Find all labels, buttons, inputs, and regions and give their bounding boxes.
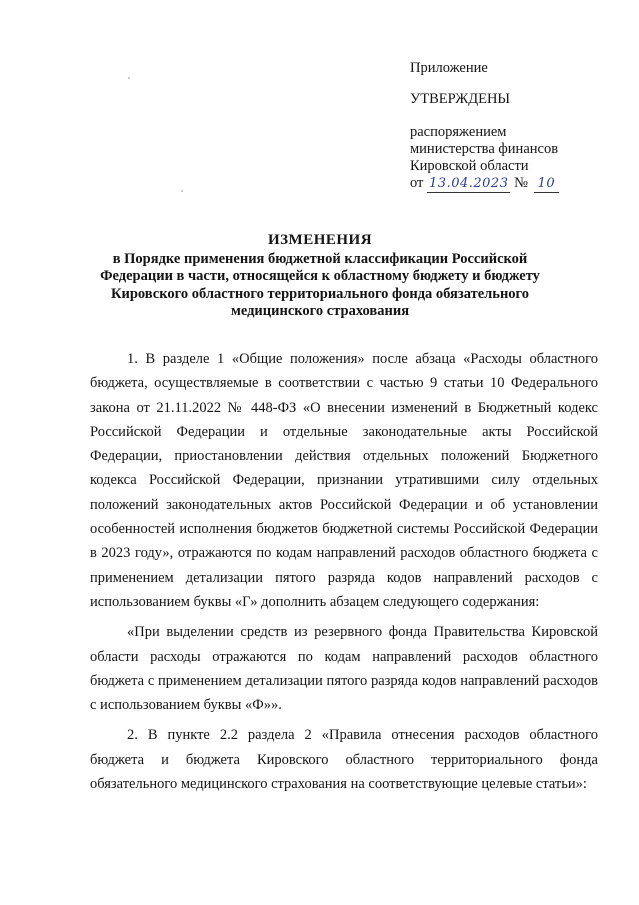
document-heading — [80, 232, 560, 321]
paragraph-1: 1. В разделе 1 «Общие положения» после абзаца «Расходы областного бюджета, осуществляемые в соответствии с частью 9 статьи 10 Федерального закона от 21.11.2022 № 448-ФЗ «О внесении изменений в Бюджетный кодекс Российской Федерации и отдельные законодательные акты Российской Федерации, приостановлении действия отдельных положений Бюджетного кодекса Российской Федерации, признании утратившими силу отдельных положений законодательных актов Российской Федерации и об установлении особенностей исполнения бюджетов бюджетной системы Российской Федерации в 2023 году», отражаются по кодам направлений расходов областного бюджета с применением детализации пятого разряда кодов направлений расходов с использованием буквы «Г» дополнить абзацем следующего содержания: — [90, 351, 598, 610]
date-prefix: от — [410, 175, 424, 191]
paragraph-3: 2. В пункте 2.2 раздела 2 «Правила отнесения расходов областного бюджета и бюджета Кировского областного территориального фонда обязательного медицинского страхования на соответствующие целевые статьи»: — [90, 727, 598, 793]
approved-by-line-1: распоряжением — [410, 124, 507, 140]
approval-block — [410, 60, 620, 193]
approval-date-line — [410, 175, 620, 193]
approved-by-line-3: Кировской области — [410, 158, 529, 174]
document-title: ИЗМЕНЕНИЯ — [267, 232, 373, 248]
approved-label: УТВЕРЖДЕНЫ — [410, 91, 511, 107]
appendix-label: Приложение — [410, 60, 488, 76]
approved-by-line-2: министерства финансов — [410, 141, 559, 157]
handwritten-number: 10 — [534, 175, 560, 193]
number-sign: № — [514, 175, 528, 191]
document-subtitle: в Порядке применения бюджетной классификации Российской Федерации в части, относящейся к областному бюджету и бюджету Кировского областного территориального фонда обязательного медицинского страхования — [100, 250, 540, 319]
paragraph-2: «При выделении средств из резервного фонда Правительства Кировской области расходы отражаются по кодам направлений расходов областного бюджета с применением детализации пятого разряда кодов направлений расходов с использованием буквы «Ф»». — [90, 624, 598, 714]
handwritten-date: 13.04.2023 — [429, 176, 509, 191]
scan-speck — [181, 190, 183, 192]
document-body — [90, 347, 598, 796]
scan-speck — [128, 77, 130, 79]
